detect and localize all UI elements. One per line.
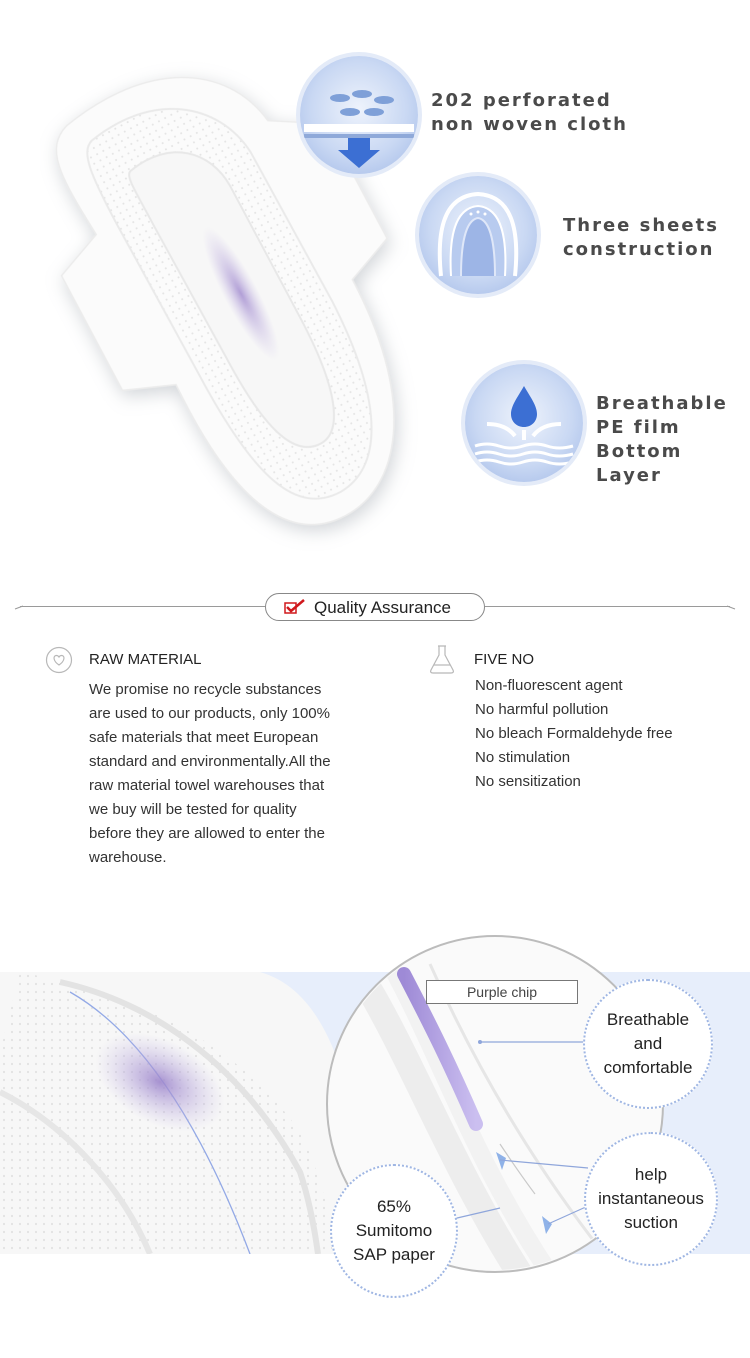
raw-material-line: raw material towel warehouses that [89, 777, 325, 794]
raw-material-line: are used to our products, only 100% [89, 705, 330, 722]
feature-three-sheets-line2: construction [563, 239, 715, 260]
feature-breathable-line2: PE film [596, 417, 681, 438]
feature-breathable-line3: Bottom Layer [596, 441, 683, 486]
suction-callout-line1: help [634, 1165, 668, 1184]
feature-three-sheets-line1: Three sheets [563, 215, 719, 236]
raw-material-line: standard and environmentally.All the [89, 753, 331, 770]
raw-material-line: safe materials that meet European [89, 729, 319, 746]
five-no-item: No bleach Formaldehyde free [475, 725, 673, 742]
feature-breathable-line1: Breathable [596, 393, 728, 414]
breathable-callout-line1: Breathable [606, 1010, 690, 1029]
quality-assurance-title: Quality Assurance [314, 598, 452, 617]
five-no-heading: FIVE NO [474, 651, 535, 668]
five-no-item: No sensitization [475, 773, 581, 790]
raw-material-line: we buy will be tested for quality [89, 801, 297, 818]
suction-callout [584, 1132, 718, 1266]
sap-paper-callout-line1: 65% [376, 1197, 411, 1216]
breathable-callout [583, 979, 713, 1109]
purple-chip-label: Purple chip [426, 980, 578, 1004]
five-no-item: No stimulation [475, 749, 571, 766]
five-no-item: No harmful pollution [475, 701, 609, 718]
breathable-callout-line3: comfortable [603, 1058, 693, 1077]
suction-callout-line3: suction [624, 1213, 678, 1232]
sap-paper-callout [330, 1164, 458, 1298]
feature-perforated-line1: 202 perforated [431, 90, 612, 111]
feature-perforated-line2: non woven cloth [431, 114, 628, 135]
suction-callout-line2: instantaneous [598, 1189, 704, 1208]
raw-material-heading: RAW MATERIAL [89, 651, 202, 668]
five-no-item: Non-fluorescent agent [475, 677, 623, 694]
raw-material-line: before they are allowed to enter the [89, 825, 325, 842]
breathable-callout-line2: and [633, 1034, 663, 1053]
raw-material-line: warehouse. [89, 849, 167, 866]
sap-paper-callout-line3: SAP paper [353, 1245, 435, 1264]
raw-material-line: We promise no recycle substances [89, 681, 322, 698]
sap-paper-callout-line2: Sumitomo [355, 1221, 433, 1240]
